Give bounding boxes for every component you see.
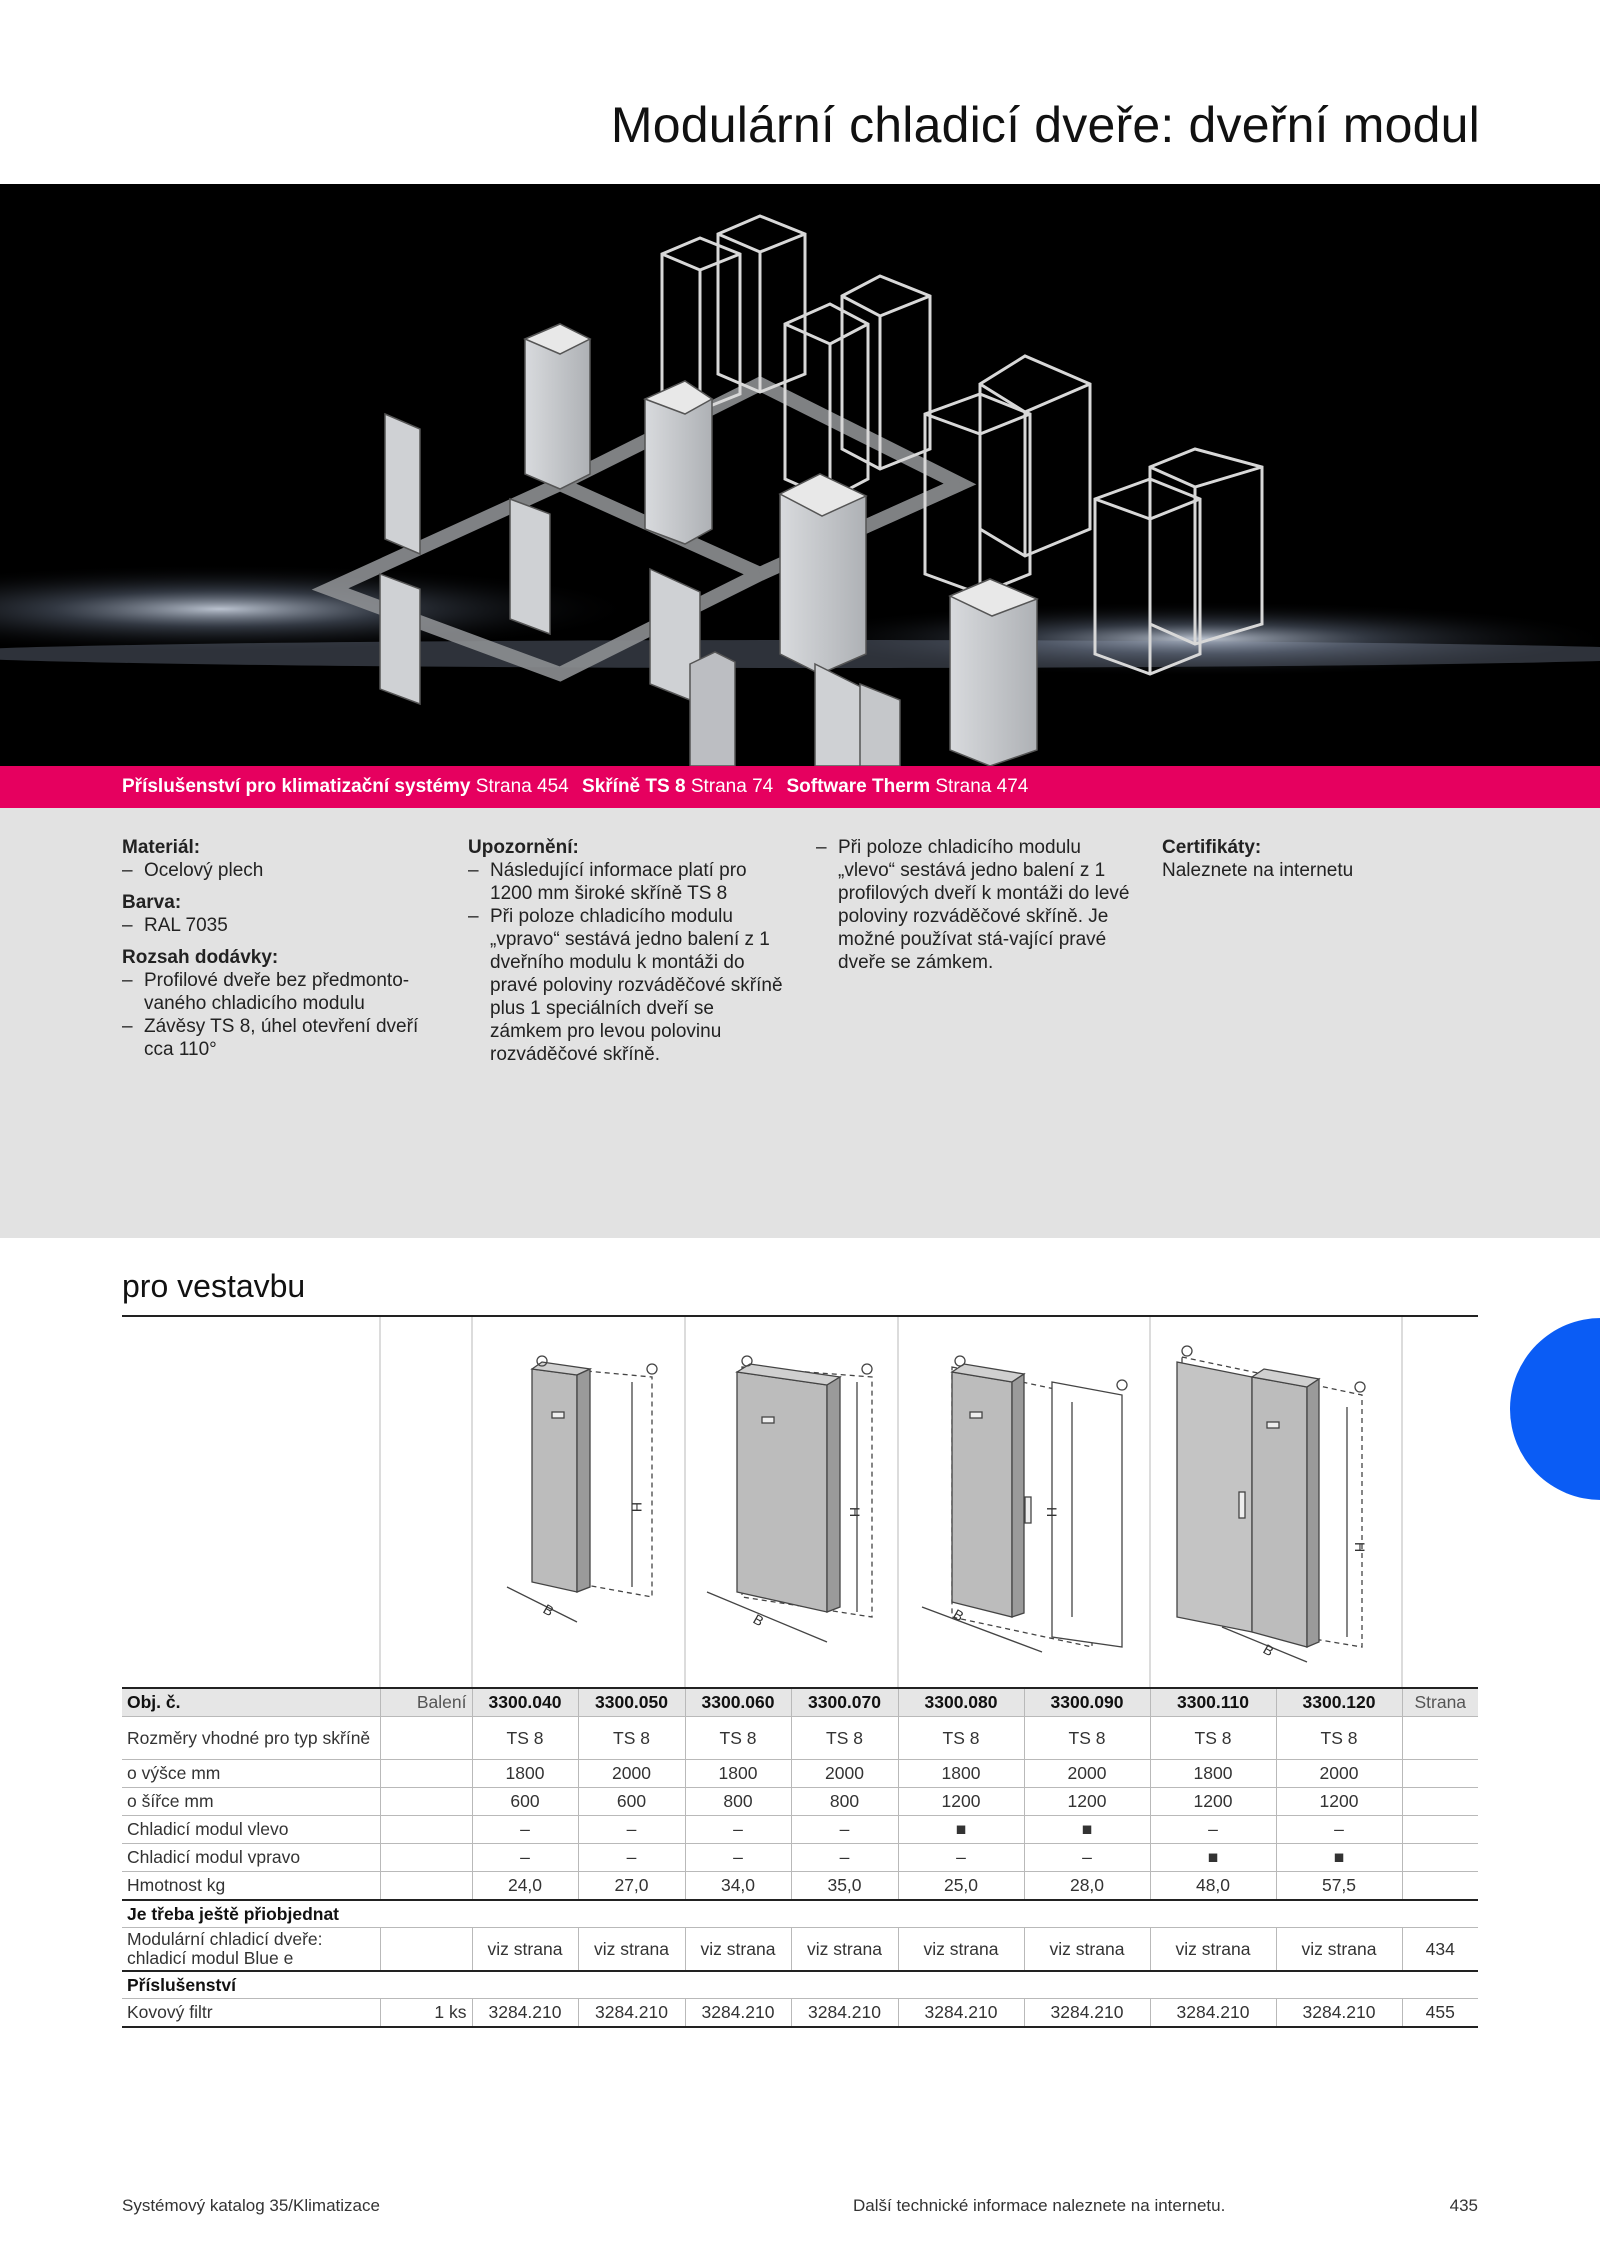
cell: – <box>685 1816 791 1844</box>
product-info-panel <box>0 808 1600 1238</box>
cell-page[interactable]: 434 <box>1402 1928 1478 1972</box>
cell: – <box>578 1816 685 1844</box>
cell: 2000 <box>791 1760 898 1788</box>
cell: 3284.210 <box>472 1999 578 2028</box>
cell: 3284.210 <box>1150 1999 1276 2028</box>
info-column-4 <box>1162 836 1462 882</box>
cell: ■ <box>1276 1844 1402 1872</box>
footer-catalog: Systémový katalog 35/Klimatizace <box>122 2196 380 2215</box>
cell[interactable]: viz strana <box>1024 1928 1150 1972</box>
cell: 1200 <box>1024 1788 1150 1816</box>
drawing-2-height-label: H <box>847 1507 863 1518</box>
header-col-6: 3300.090 <box>1024 1688 1150 1717</box>
cell: 3284.210 <box>791 1999 898 2028</box>
row-label: Hmotnost kg <box>122 1872 380 1901</box>
drawing-1-height-label: H <box>629 1502 645 1513</box>
cabinet-system-illustration <box>0 184 1600 766</box>
table-row <box>122 1788 1478 1816</box>
cell: 1800 <box>472 1760 578 1788</box>
cell: ■ <box>1150 1844 1276 1872</box>
cert-heading: Certifikáty: <box>1162 837 1262 858</box>
row-label: Modulární chladicí dveře: chladicí modul Blue e <box>122 1928 380 1972</box>
cell: TS 8 <box>472 1717 578 1760</box>
drawing-2-width-label: B <box>750 1610 767 1630</box>
note-heading: Upozornění: <box>468 837 579 858</box>
drawing-4-width-label: B <box>1260 1640 1277 1660</box>
cert-value: Naleznete na internetu <box>1162 860 1354 881</box>
cell: – <box>685 1844 791 1872</box>
row-label: Chladicí modul vlevo <box>122 1816 380 1844</box>
accessories-subheading-row <box>122 1971 1478 1999</box>
page-number: 435 <box>1449 2196 1478 2215</box>
drawing-door-800 <box>707 1356 872 1642</box>
cell: – <box>1024 1844 1150 1872</box>
cell: TS 8 <box>898 1717 1024 1760</box>
color-value: – RAL 7035 <box>122 914 442 937</box>
header-pack: Balení <box>380 1688 472 1717</box>
cell-page[interactable]: 455 <box>1402 1999 1478 2028</box>
drawing-3-height-label: H <box>1044 1507 1060 1518</box>
cell: 600 <box>578 1788 685 1816</box>
table-row <box>122 1872 1478 1901</box>
header-col-1: 3300.040 <box>472 1688 578 1717</box>
scope-heading: Rozsah dodávky: <box>122 947 279 968</box>
table-row <box>122 1928 1478 1972</box>
table-row <box>122 1717 1478 1760</box>
drawing-3-width-label: B <box>950 1605 967 1625</box>
table-row <box>122 1999 1478 2028</box>
row-label: o šířce mm <box>122 1788 380 1816</box>
header-page: Strana <box>1402 1688 1478 1717</box>
cell: 1800 <box>898 1760 1024 1788</box>
cell: 3284.210 <box>1024 1999 1150 2028</box>
cell: 27,0 <box>578 1872 685 1901</box>
info-column-2 <box>468 836 790 1066</box>
cell: 35,0 <box>791 1872 898 1901</box>
cell: TS 8 <box>1024 1717 1150 1760</box>
cell-pack: 1 ks <box>380 1999 472 2028</box>
order-subheading-row <box>122 1900 1478 1928</box>
xref-page-1[interactable]: Strana 454 <box>475 776 569 797</box>
note-item-3: – Při poloze chladicího modulu „vlevo“ sestává jedno balení z 1 profilových dveří k montáži do levé poloviny rozváděčové skříně. Je možné používat stá-vající pravé dveře se zámkem. <box>816 836 1138 974</box>
chapter-tab-marker <box>1510 1318 1600 1500</box>
table-row <box>122 1760 1478 1788</box>
cell: 1200 <box>898 1788 1024 1816</box>
row-label: Chladicí modul vpravo <box>122 1844 380 1872</box>
page-title: Modulární chladicí dveře: dveřní modul <box>610 97 1480 153</box>
header-col-8: 3300.120 <box>1276 1688 1402 1717</box>
drawing-1-width-label: B <box>540 1600 557 1620</box>
cell: – <box>791 1844 898 1872</box>
scope-item-1: – Profilové dveře bez předmonto-vaného chladicího modulu <box>122 969 442 1015</box>
header-order-no: Obj. č. <box>122 1688 380 1717</box>
table-row <box>122 1816 1478 1844</box>
table-row <box>122 1844 1478 1872</box>
note-item-1: – Následující informace platí pro 1200 mm široké skříně TS 8 <box>468 859 790 905</box>
cell[interactable]: viz strana <box>472 1928 578 1972</box>
header-col-2: 3300.050 <box>578 1688 685 1717</box>
order-subheading: Je třeba ještě přiobjednat <box>122 1900 1478 1928</box>
color-heading: Barva: <box>122 892 182 913</box>
material-heading: Materiál: <box>122 837 201 858</box>
header-col-3: 3300.060 <box>685 1688 791 1717</box>
info-column-1 <box>122 836 442 1061</box>
header-col-7: 3300.110 <box>1150 1688 1276 1717</box>
row-label: Kovový filtr <box>122 1999 380 2028</box>
header-col-4: 3300.070 <box>791 1688 898 1717</box>
footer-note: Další technické informace naleznete na internetu. <box>853 2196 1226 2215</box>
cell: TS 8 <box>1150 1717 1276 1760</box>
cell: 28,0 <box>1024 1872 1150 1901</box>
cell[interactable]: viz strana <box>898 1928 1024 1972</box>
cell: 1200 <box>1276 1788 1402 1816</box>
cell: 25,0 <box>898 1872 1024 1901</box>
cell: – <box>578 1844 685 1872</box>
drawing-door-600 <box>507 1356 657 1622</box>
cell: 3284.210 <box>1276 1999 1402 2028</box>
cell: 2000 <box>1024 1760 1150 1788</box>
cell: TS 8 <box>685 1717 791 1760</box>
xref-page-3[interactable]: Strana 474 <box>935 776 1029 797</box>
xref-page-2[interactable]: Strana 74 <box>690 776 774 797</box>
scope-item-2: – Závěsy TS 8, úhel otevření dveří cca 110° <box>122 1015 442 1061</box>
info-column-3 <box>816 836 1138 974</box>
cell: TS 8 <box>578 1717 685 1760</box>
cell: TS 8 <box>1276 1717 1402 1760</box>
cell: – <box>472 1844 578 1872</box>
cell[interactable]: viz strana <box>685 1928 791 1972</box>
material-value: – Ocelový plech <box>122 859 442 882</box>
cell: ■ <box>1024 1816 1150 1844</box>
cell: 48,0 <box>1150 1872 1276 1901</box>
cell: TS 8 <box>791 1717 898 1760</box>
cell: 57,5 <box>1276 1872 1402 1901</box>
cell: – <box>1150 1816 1276 1844</box>
product-drawings-svg <box>122 1317 1478 1687</box>
cell: 3284.210 <box>898 1999 1024 2028</box>
cell: – <box>1276 1816 1402 1844</box>
drawing-door-1200-left <box>922 1356 1127 1652</box>
cell: 3284.210 <box>685 1999 791 2028</box>
cross-reference-bar <box>0 766 1600 808</box>
cell: 1800 <box>1150 1760 1276 1788</box>
cell: 34,0 <box>685 1872 791 1901</box>
accessories-subheading: Příslušenství <box>122 1971 1478 1999</box>
section-title: pro vestavbu <box>122 1268 306 1304</box>
cell: ■ <box>898 1816 1024 1844</box>
xref-label-2[interactable]: Skříně TS 8 <box>582 776 686 797</box>
cell: 800 <box>791 1788 898 1816</box>
row-label: o výšce mm <box>122 1760 380 1788</box>
cell[interactable]: viz strana <box>1276 1928 1402 1972</box>
cell: 2000 <box>1276 1760 1402 1788</box>
xref-label-1[interactable]: Příslušenství pro klimatizační systémy <box>122 776 471 797</box>
table-header-row <box>122 1688 1478 1717</box>
hero-illustration <box>0 184 1600 766</box>
cell: 1800 <box>685 1760 791 1788</box>
cell: 600 <box>472 1788 578 1816</box>
specification-table <box>122 1687 1478 2028</box>
cell[interactable]: viz strana <box>791 1928 898 1972</box>
cell: – <box>791 1816 898 1844</box>
row-label: Rozměry vhodné pro typ skříně <box>122 1717 380 1760</box>
xref-label-3[interactable]: Software Therm <box>786 776 931 797</box>
cell[interactable]: viz strana <box>578 1928 685 1972</box>
header-col-5: 3300.080 <box>898 1688 1024 1717</box>
drawing-door-1200-right <box>1177 1346 1365 1662</box>
product-drawings <box>122 1317 1478 1687</box>
note-item-2: – Při poloze chladicího modulu „vpravo“ sestává jedno balení z 1 dveřního modulu k montáži do pravé poloviny rozváděčové skříně plus 1 speciálních dveří se zámkem pro levou polovinu rozváděčové skříně. <box>468 905 790 1066</box>
cell: 2000 <box>578 1760 685 1788</box>
cell[interactable]: viz strana <box>1150 1928 1276 1972</box>
cell: – <box>898 1844 1024 1872</box>
cell: 800 <box>685 1788 791 1816</box>
cell: 24,0 <box>472 1872 578 1901</box>
drawing-4-height-label: H <box>1352 1542 1368 1553</box>
cell: 1200 <box>1150 1788 1276 1816</box>
cell: – <box>472 1816 578 1844</box>
cell: 3284.210 <box>578 1999 685 2028</box>
